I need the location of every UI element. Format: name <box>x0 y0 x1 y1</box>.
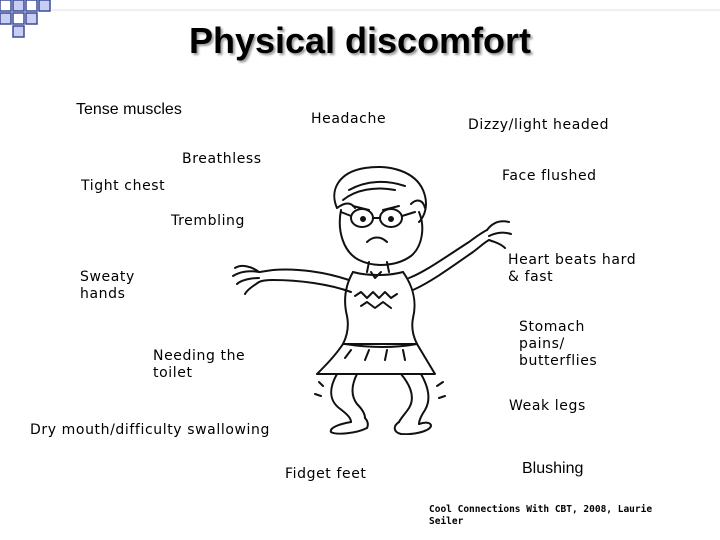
label-heart-line1: Heart beats hard <box>508 252 637 268</box>
label-heart-line2: & fast <box>508 269 554 285</box>
label-toilet-line2: toilet <box>153 365 193 381</box>
label-trembling: Trembling <box>171 213 246 229</box>
label-sweaty-line1: Sweaty <box>80 269 135 285</box>
torso <box>343 272 417 344</box>
label-dizzy: Dizzy/light headed <box>468 117 610 133</box>
leg-left <box>331 374 351 422</box>
skirt <box>317 344 435 374</box>
leg-right <box>399 374 412 422</box>
label-toilet-line1: Needing the <box>153 348 246 364</box>
label-stomach-line1: Stomach <box>519 319 585 335</box>
foot-left <box>331 418 368 434</box>
label-headache: Headache <box>311 111 387 127</box>
label-breathless: Breathless <box>182 151 262 167</box>
label-tight-chest: Tight chest <box>81 178 166 194</box>
credit-line2: Seiler <box>429 516 464 527</box>
label-face-flushed: Face flushed <box>502 168 597 184</box>
label-tense-muscles: Tense muscles <box>76 101 182 118</box>
label-heart-beats <box>508 252 636 286</box>
label-fidget-feet: Fidget feet <box>285 466 367 482</box>
anxious-person-illustration <box>225 160 515 435</box>
label-dry-mouth: Dry mouth/difficulty swallowing <box>30 422 271 438</box>
label-weak-legs: Weak legs <box>509 398 586 414</box>
label-stomach-line3: butterflies <box>519 353 598 369</box>
label-blushing: Blushing <box>522 460 584 477</box>
label-sweaty-hands <box>80 269 135 303</box>
label-sweaty-line2: hands <box>80 286 126 302</box>
page-title: Physical discomfort <box>188 20 532 61</box>
credit-line1: Cool Connections With CBT, 2008, Laurie <box>429 504 653 515</box>
arm-left <box>259 269 349 280</box>
source-credit <box>429 504 652 528</box>
label-stomach-line2: pains/ <box>519 336 565 352</box>
mouth <box>367 238 387 243</box>
label-stomach-pains <box>519 319 597 370</box>
foot-right <box>395 422 431 434</box>
